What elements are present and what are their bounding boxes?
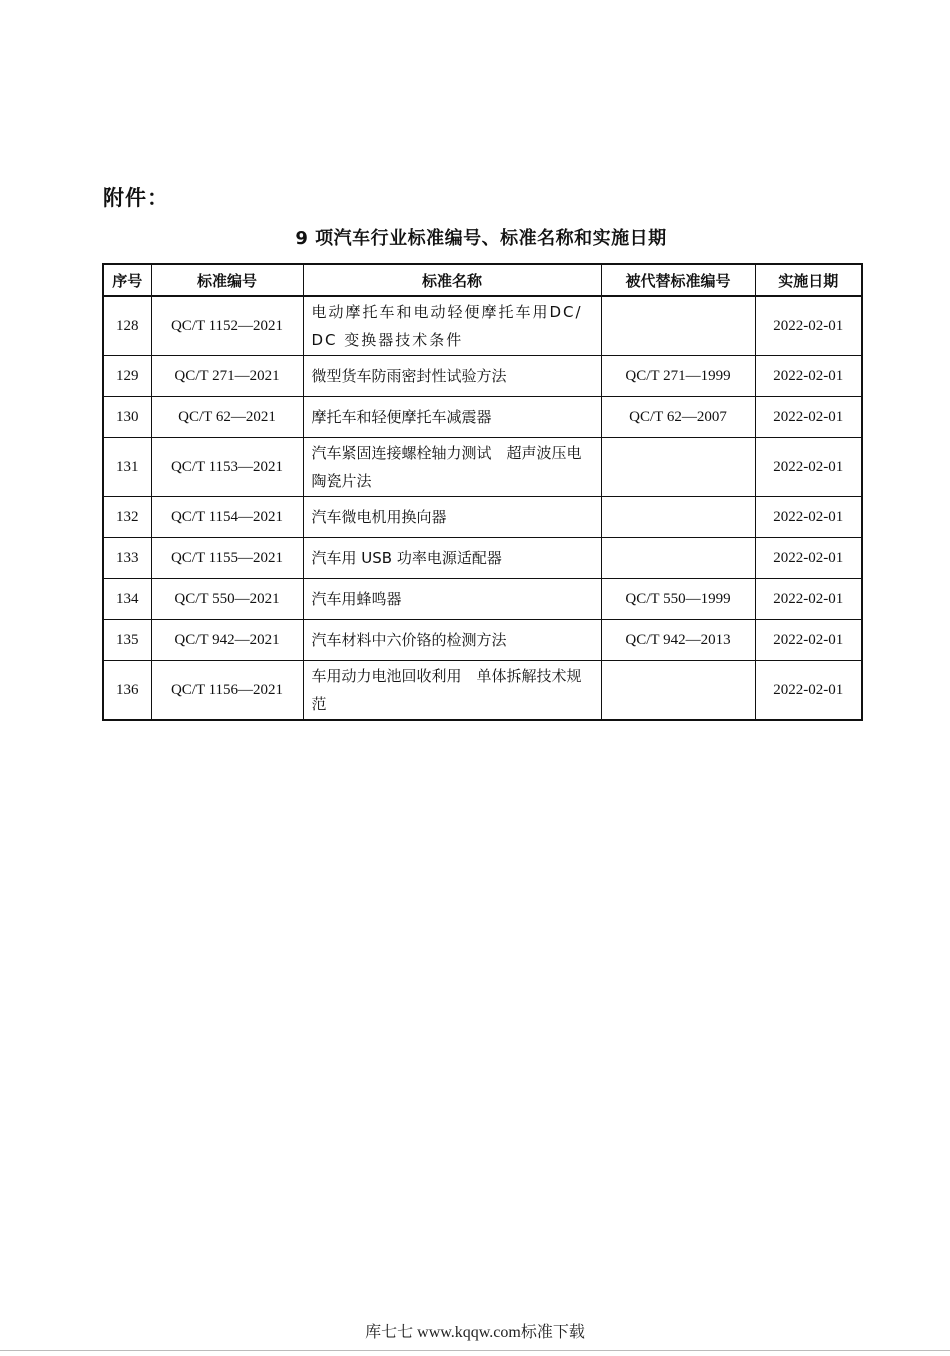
table-row (103, 397, 862, 438)
cell-date: 2022-02-01 (755, 497, 862, 538)
cell-name: 汽车材料中六价铬的检测方法 (303, 620, 601, 661)
cell-code: QC/T 1155—2021 (151, 538, 303, 579)
table-row (103, 620, 862, 661)
header-code: 标准编号 (151, 264, 303, 296)
cell-replaces: QC/T 942—2013 (601, 620, 755, 661)
standards-table (102, 263, 863, 721)
cell-serial: 134 (103, 579, 151, 620)
cell-serial: 130 (103, 397, 151, 438)
cell-serial: 133 (103, 538, 151, 579)
cell-serial: 131 (103, 438, 151, 497)
cell-replaces (601, 497, 755, 538)
cell-serial: 135 (103, 620, 151, 661)
cell-serial: 128 (103, 296, 151, 356)
cell-name: 车用动力电池回收利用 单体拆解技术规范 (303, 661, 601, 721)
cell-replaces: QC/T 62—2007 (601, 397, 755, 438)
cell-replaces (601, 438, 755, 497)
header-name: 标准名称 (303, 264, 601, 296)
table-row (103, 579, 862, 620)
cell-date: 2022-02-01 (755, 438, 862, 497)
table-row (103, 356, 862, 397)
page-edge-line (0, 1350, 950, 1351)
table-row (103, 497, 862, 538)
cell-replaces (601, 538, 755, 579)
header-replaces: 被代替标准编号 (601, 264, 755, 296)
table-row (103, 296, 862, 356)
cell-replaces: QC/T 550—1999 (601, 579, 755, 620)
table-row (103, 661, 862, 721)
cell-code: QC/T 1154—2021 (151, 497, 303, 538)
table-row (103, 538, 862, 579)
cell-code: QC/T 1153—2021 (151, 438, 303, 497)
cell-replaces: QC/T 271—1999 (601, 356, 755, 397)
cell-date: 2022-02-01 (755, 579, 862, 620)
cell-date: 2022-02-01 (755, 296, 862, 356)
cell-name: 汽车紧固连接螺栓轴力测试 超声波压电陶瓷片法 (303, 438, 601, 497)
cell-code: QC/T 1156—2021 (151, 661, 303, 721)
cell-name: 微型货车防雨密封性试验方法 (303, 356, 601, 397)
attachment-label: 附件： (103, 186, 169, 210)
cell-date: 2022-02-01 (755, 620, 862, 661)
cell-date: 2022-02-01 (755, 661, 862, 721)
footer-watermark: 库七七 www.kqqw.com标准下载 (365, 1324, 585, 1341)
cell-code: QC/T 550—2021 (151, 579, 303, 620)
cell-date: 2022-02-01 (755, 538, 862, 579)
cell-name: 汽车用蜂鸣器 (303, 579, 601, 620)
cell-serial: 129 (103, 356, 151, 397)
table-header-row (103, 264, 862, 296)
document-title: 9 项汽车行业标准编号、标准名称和实施日期 (295, 228, 667, 249)
header-date: 实施日期 (755, 264, 862, 296)
cell-code: QC/T 271—2021 (151, 356, 303, 397)
cell-replaces (601, 296, 755, 356)
table-row (103, 438, 862, 497)
cell-serial: 136 (103, 661, 151, 721)
header-serial: 序号 (103, 264, 151, 296)
cell-code: QC/T 1152—2021 (151, 296, 303, 356)
cell-date: 2022-02-01 (755, 397, 862, 438)
cell-name: 汽车用 USB 功率电源适配器 (303, 538, 601, 579)
cell-serial: 132 (103, 497, 151, 538)
cell-replaces (601, 661, 755, 721)
cell-code: QC/T 942—2021 (151, 620, 303, 661)
cell-name: 摩托车和轻便摩托车减震器 (303, 397, 601, 438)
cell-name: 汽车微电机用换向器 (303, 497, 601, 538)
cell-code: QC/T 62—2021 (151, 397, 303, 438)
cell-date: 2022-02-01 (755, 356, 862, 397)
cell-name: 电动摩托车和电动轻便摩托车用DC/DC 变换器技术条件 (303, 296, 601, 356)
